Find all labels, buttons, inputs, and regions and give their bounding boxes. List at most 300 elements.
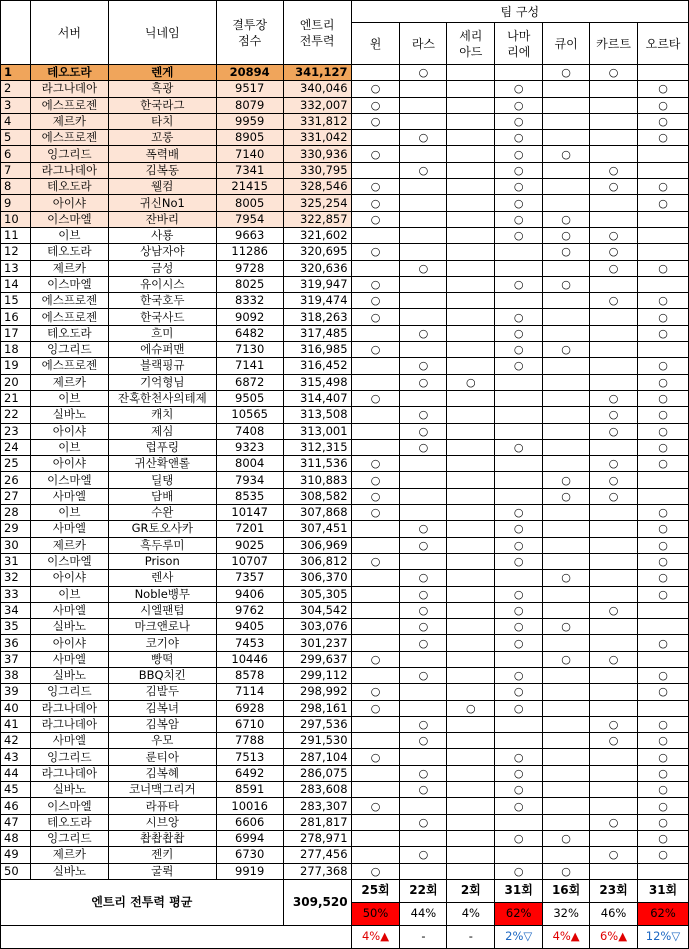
char-mark-cell (495, 472, 543, 488)
table-row (1, 553, 689, 569)
char-mark-cell (351, 423, 400, 439)
char-percent: 44% (400, 902, 447, 925)
rank-cell: 47 (1, 814, 31, 830)
table-row (1, 342, 689, 358)
char-mark-cell (351, 521, 400, 537)
server-cell: 이스마엘 (30, 798, 108, 814)
char-mark-cell: ○ (638, 260, 689, 276)
char-mark-cell: ○ (351, 276, 400, 292)
rank-cell: 6 (1, 146, 31, 162)
char-mark-cell (543, 733, 590, 749)
char-mark-cell: ○ (495, 227, 543, 243)
char-mark-cell: ○ (638, 847, 689, 863)
char-mark-cell (447, 65, 495, 81)
char-change: 4%▲ (543, 925, 590, 948)
server-cell: 실바노 (30, 619, 108, 635)
server-cell: 이스마엘 (30, 276, 108, 292)
rank-cell: 43 (1, 749, 31, 765)
char-mark-cell (543, 716, 590, 732)
char-count: 16회 (543, 879, 590, 902)
server-cell: 제르카 (30, 537, 108, 553)
server-cell: 이브 (30, 439, 108, 455)
char-mark-cell (447, 423, 495, 439)
char-mark-cell (543, 309, 590, 325)
power-cell: 331,042 (283, 130, 351, 146)
nickname-cell: 상남자야 (108, 244, 216, 260)
table-row (1, 619, 689, 635)
char-mark-cell: ○ (495, 211, 543, 227)
char-mark-cell (543, 521, 590, 537)
score-cell: 21415 (216, 179, 283, 195)
char-mark-cell (495, 293, 543, 309)
table-row (1, 195, 689, 211)
score-cell: 6492 (216, 765, 283, 781)
char-mark-cell: ○ (495, 521, 543, 537)
char-mark-cell (590, 749, 638, 765)
char-mark-cell: ○ (590, 651, 638, 667)
table-row (1, 749, 689, 765)
char-mark-cell (351, 325, 400, 341)
rank-cell: 48 (1, 830, 31, 846)
char-mark-cell: ○ (638, 716, 689, 732)
char-count: 22회 (400, 879, 447, 902)
table-row (1, 439, 689, 455)
char-mark-cell: ○ (590, 716, 638, 732)
nickname-cell: 코기야 (108, 635, 216, 651)
rank-cell: 20 (1, 374, 31, 390)
char-mark-cell: ○ (400, 537, 447, 553)
char-mark-cell (638, 602, 689, 618)
score-cell: 8079 (216, 97, 283, 113)
server-cell: 잉그리드 (30, 749, 108, 765)
char-mark-cell: ○ (638, 586, 689, 602)
char-mark-cell (543, 97, 590, 113)
char-change: 2%▽ (495, 925, 543, 948)
rank-cell: 5 (1, 130, 31, 146)
char-mark-cell (400, 553, 447, 569)
char-mark-cell: ○ (495, 309, 543, 325)
char-mark-cell (351, 358, 400, 374)
char-mark-cell: ○ (351, 97, 400, 113)
char-mark-cell (447, 293, 495, 309)
char-mark-cell: ○ (638, 97, 689, 113)
char-mark-cell (590, 570, 638, 586)
score-cell: 9406 (216, 586, 283, 602)
server-cell: 테오도라 (30, 814, 108, 830)
char-mark-cell: ○ (638, 798, 689, 814)
score-cell: 8591 (216, 782, 283, 798)
power-cell: 304,542 (283, 602, 351, 618)
server-cell: 잉그리드 (30, 830, 108, 846)
nickname-cell: 한국호두 (108, 293, 216, 309)
nickname-cell: 한국사드 (108, 309, 216, 325)
char-mark-cell (590, 782, 638, 798)
char-mark-cell: ○ (351, 244, 400, 260)
nickname-cell: 라퓨타 (108, 798, 216, 814)
char-mark-cell (447, 227, 495, 243)
server-cell: 사마엘 (30, 488, 108, 504)
score-cell: 9919 (216, 863, 283, 879)
char-mark-cell (351, 586, 400, 602)
char-mark-cell (543, 505, 590, 521)
score-cell: 8578 (216, 667, 283, 683)
char-mark-cell: ○ (590, 456, 638, 472)
char-mark-cell (400, 798, 447, 814)
char-mark-cell (543, 374, 590, 390)
server-cell: 아이샤 (30, 195, 108, 211)
score-cell: 9762 (216, 602, 283, 618)
score-cell: 7934 (216, 472, 283, 488)
char-mark-cell (351, 814, 400, 830)
power-cell: 306,812 (283, 553, 351, 569)
char-mark-cell (447, 684, 495, 700)
score-cell: 8535 (216, 488, 283, 504)
char-mark-cell (495, 847, 543, 863)
char-mark-cell: ○ (351, 863, 400, 879)
char-mark-cell: ○ (638, 130, 689, 146)
char-mark-cell (447, 162, 495, 178)
char-mark-cell (590, 130, 638, 146)
char-mark-cell (400, 863, 447, 879)
char-mark-cell (351, 260, 400, 276)
char-mark-cell: ○ (400, 586, 447, 602)
char-mark-cell (447, 619, 495, 635)
char-mark-cell (447, 602, 495, 618)
score-cell: 7954 (216, 211, 283, 227)
char-mark-cell: ○ (590, 472, 638, 488)
char-mark-cell (351, 765, 400, 781)
char-mark-cell: ○ (351, 684, 400, 700)
char-mark-cell: ○ (351, 309, 400, 325)
char-mark-cell (400, 97, 447, 113)
char-mark-cell: ○ (590, 65, 638, 81)
power-cell: 341,127 (283, 65, 351, 81)
char-mark-cell (495, 733, 543, 749)
rank-cell: 29 (1, 521, 31, 537)
nickname-cell: 기억형님 (108, 374, 216, 390)
char-mark-cell (447, 830, 495, 846)
char-mark-cell: ○ (495, 537, 543, 553)
rank-cell: 49 (1, 847, 31, 863)
char-mark-cell: ○ (351, 211, 400, 227)
nickname-cell: 폭력배 (108, 146, 216, 162)
footer-count-row (1, 879, 689, 902)
char-mark-cell (351, 782, 400, 798)
power-cell: 318,263 (283, 309, 351, 325)
table-row (1, 407, 689, 423)
char-mark-cell (495, 390, 543, 406)
rank-cell: 39 (1, 684, 31, 700)
char-mark-cell (400, 505, 447, 521)
score-cell: 9505 (216, 390, 283, 406)
char-mark-cell: ○ (590, 602, 638, 618)
power-cell: 328,546 (283, 179, 351, 195)
score-cell: 6872 (216, 374, 283, 390)
score-cell: 7408 (216, 423, 283, 439)
rank-cell: 14 (1, 276, 31, 292)
rank-cell: 35 (1, 619, 31, 635)
char-mark-cell (400, 700, 447, 716)
power-cell: 283,307 (283, 798, 351, 814)
char-mark-cell: ○ (495, 195, 543, 211)
server-cell: 실바노 (30, 407, 108, 423)
char-mark-cell: ○ (400, 847, 447, 863)
score-cell: 9025 (216, 537, 283, 553)
char-mark-cell: ○ (495, 684, 543, 700)
rank-cell: 8 (1, 179, 31, 195)
power-cell: 320,695 (283, 244, 351, 260)
char-mark-cell: ○ (495, 765, 543, 781)
table-row (1, 309, 689, 325)
nickname-cell: 딜탱 (108, 472, 216, 488)
score-cell: 8005 (216, 195, 283, 211)
char-mark-cell (543, 195, 590, 211)
char-mark-cell: ○ (638, 195, 689, 211)
char-mark-cell: ○ (590, 244, 638, 260)
power-cell: 313,508 (283, 407, 351, 423)
char-mark-cell: ○ (543, 570, 590, 586)
rank-cell: 9 (1, 195, 31, 211)
power-cell: 317,485 (283, 325, 351, 341)
char-mark-cell (590, 798, 638, 814)
table-row (1, 65, 689, 81)
char-header-1: 라스 (400, 23, 447, 65)
char-mark-cell (447, 716, 495, 732)
char-mark-cell: ○ (638, 407, 689, 423)
char-mark-cell (495, 456, 543, 472)
table-row (1, 667, 689, 683)
nickname-cell: 블랙핑규 (108, 358, 216, 374)
char-mark-cell (400, 244, 447, 260)
power-cell: 319,947 (283, 276, 351, 292)
table-row (1, 276, 689, 292)
table-row (1, 847, 689, 863)
server-cell: 이스마엘 (30, 211, 108, 227)
char-count: 25회 (351, 879, 400, 902)
char-mark-cell: ○ (543, 651, 590, 667)
char-mark-cell: ○ (495, 798, 543, 814)
char-mark-cell (638, 244, 689, 260)
nickname-cell: 촵촵촵촵 (108, 830, 216, 846)
server-cell: 이스마엘 (30, 553, 108, 569)
char-mark-cell (400, 179, 447, 195)
char-mark-cell (495, 488, 543, 504)
score-cell: 9959 (216, 113, 283, 129)
char-mark-cell (495, 407, 543, 423)
char-mark-cell (447, 798, 495, 814)
rank-cell: 33 (1, 586, 31, 602)
table-row (1, 130, 689, 146)
char-mark-cell: ○ (590, 162, 638, 178)
score-cell: 6482 (216, 325, 283, 341)
char-mark-cell: ○ (638, 570, 689, 586)
power-cell: 287,104 (283, 749, 351, 765)
power-cell: 319,474 (283, 293, 351, 309)
char-mark-cell (351, 830, 400, 846)
char-mark-cell (543, 684, 590, 700)
score-cell: 10707 (216, 553, 283, 569)
char-mark-cell (638, 227, 689, 243)
char-mark-cell: ○ (590, 488, 638, 504)
char-mark-cell (447, 635, 495, 651)
score-cell: 7141 (216, 358, 283, 374)
table-row (1, 684, 689, 700)
table-row (1, 325, 689, 341)
server-cell: 이스마엘 (30, 472, 108, 488)
char-mark-cell (638, 651, 689, 667)
char-mark-cell (447, 130, 495, 146)
rank-cell: 3 (1, 97, 31, 113)
char-mark-cell: ○ (495, 635, 543, 651)
footer-change-row (1, 925, 689, 948)
char-mark-cell (543, 130, 590, 146)
power-cell: 313,001 (283, 423, 351, 439)
char-mark-cell: ○ (400, 439, 447, 455)
char-mark-cell: ○ (351, 81, 400, 97)
char-mark-cell: ○ (400, 733, 447, 749)
char-header-5: 카르트 (590, 23, 638, 65)
char-mark-cell: ○ (400, 130, 447, 146)
char-mark-cell (400, 309, 447, 325)
rank-cell: 7 (1, 162, 31, 178)
char-mark-cell (543, 602, 590, 618)
rank-cell: 13 (1, 260, 31, 276)
rank-cell: 46 (1, 798, 31, 814)
rank-cell: 27 (1, 488, 31, 504)
char-percent: 62% (495, 902, 543, 925)
nickname-cell: 꼬롱 (108, 130, 216, 146)
power-cell: 320,636 (283, 260, 351, 276)
char-mark-cell (590, 439, 638, 455)
nickname-cell: 럽푸링 (108, 439, 216, 455)
char-mark-cell (543, 765, 590, 781)
table-row (1, 162, 689, 178)
rank-cell: 37 (1, 651, 31, 667)
char-mark-cell: ○ (400, 667, 447, 683)
char-mark-cell (590, 342, 638, 358)
table-row (1, 570, 689, 586)
char-mark-cell: ○ (447, 374, 495, 390)
server-cell: 에스프로젠 (30, 358, 108, 374)
power-cell: 278,971 (283, 830, 351, 846)
power-cell: 331,812 (283, 113, 351, 129)
server-cell: 에스프로젠 (30, 309, 108, 325)
char-mark-cell (351, 570, 400, 586)
rank-cell: 19 (1, 358, 31, 374)
char-mark-cell (400, 113, 447, 129)
char-header-6: 오르타 (638, 23, 689, 65)
char-mark-cell (543, 390, 590, 406)
table-row (1, 505, 689, 521)
char-mark-cell: ○ (638, 635, 689, 651)
char-mark-cell (400, 488, 447, 504)
nickname-cell: GR토오사카 (108, 521, 216, 537)
char-percent: 62% (638, 902, 689, 925)
score-cell: 9517 (216, 81, 283, 97)
power-cell: 291,530 (283, 733, 351, 749)
table-row (1, 423, 689, 439)
char-mark-cell: ○ (638, 684, 689, 700)
char-mark-cell: ○ (400, 619, 447, 635)
power-cell: 301,237 (283, 635, 351, 651)
char-mark-cell (447, 97, 495, 113)
table-row (1, 635, 689, 651)
server-cell: 라그나데아 (30, 81, 108, 97)
nickname-cell: 젠키 (108, 847, 216, 863)
char-mark-cell (351, 407, 400, 423)
char-mark-cell (447, 342, 495, 358)
server-cell: 에스프로젠 (30, 130, 108, 146)
score-cell: 8025 (216, 276, 283, 292)
nickname-cell: 흑광 (108, 81, 216, 97)
nickname-cell: 렌사 (108, 570, 216, 586)
char-mark-cell: ○ (638, 782, 689, 798)
char-mark-cell (543, 407, 590, 423)
rank-cell: 21 (1, 390, 31, 406)
server-cell: 아이샤 (30, 570, 108, 586)
char-mark-cell: ○ (495, 81, 543, 97)
power-cell: 310,883 (283, 472, 351, 488)
score-header (216, 1, 283, 65)
table-row (1, 814, 689, 830)
table-row (1, 374, 689, 390)
nickname-cell: 빵떡 (108, 651, 216, 667)
table-row (1, 81, 689, 97)
table-row (1, 521, 689, 537)
char-mark-cell (495, 260, 543, 276)
nickname-cell: 에슈퍼맨 (108, 342, 216, 358)
table-row (1, 260, 689, 276)
char-mark-cell: ○ (638, 814, 689, 830)
char-mark-cell (400, 146, 447, 162)
char-mark-cell: ○ (400, 602, 447, 618)
char-mark-cell: ○ (495, 162, 543, 178)
char-mark-cell (447, 113, 495, 129)
score-cell: 7130 (216, 342, 283, 358)
score-header-text: 결투장 점수 (232, 17, 268, 48)
char-mark-cell: ○ (543, 472, 590, 488)
char-mark-cell: ○ (638, 390, 689, 406)
char-mark-cell: ○ (638, 179, 689, 195)
nickname-cell: 웰컴 (108, 179, 216, 195)
score-cell: 7357 (216, 570, 283, 586)
power-cell: 283,608 (283, 782, 351, 798)
char-mark-cell (400, 830, 447, 846)
char-mark-cell (495, 65, 543, 81)
char-mark-cell (543, 260, 590, 276)
char-mark-cell: ○ (590, 847, 638, 863)
score-cell: 10016 (216, 798, 283, 814)
char-mark-cell: ○ (638, 374, 689, 390)
nickname-cell: 잔혹한천사의테제 (108, 390, 216, 406)
nickname-cell: 우모 (108, 733, 216, 749)
char-mark-cell: ○ (400, 260, 447, 276)
char-mark-cell: ○ (638, 553, 689, 569)
char-mark-cell: ○ (495, 342, 543, 358)
char-mark-cell (351, 635, 400, 651)
char-mark-cell: ○ (351, 488, 400, 504)
char-mark-cell: ○ (495, 602, 543, 618)
nickname-cell: 유이시스 (108, 276, 216, 292)
char-mark-cell: ○ (590, 733, 638, 749)
rank-cell: 30 (1, 537, 31, 553)
char-mark-cell: ○ (400, 521, 447, 537)
table-row (1, 830, 689, 846)
score-cell: 6710 (216, 716, 283, 732)
nickname-cell: 마크앤로나 (108, 619, 216, 635)
char-mark-cell (638, 342, 689, 358)
char-mark-cell: ○ (351, 505, 400, 521)
